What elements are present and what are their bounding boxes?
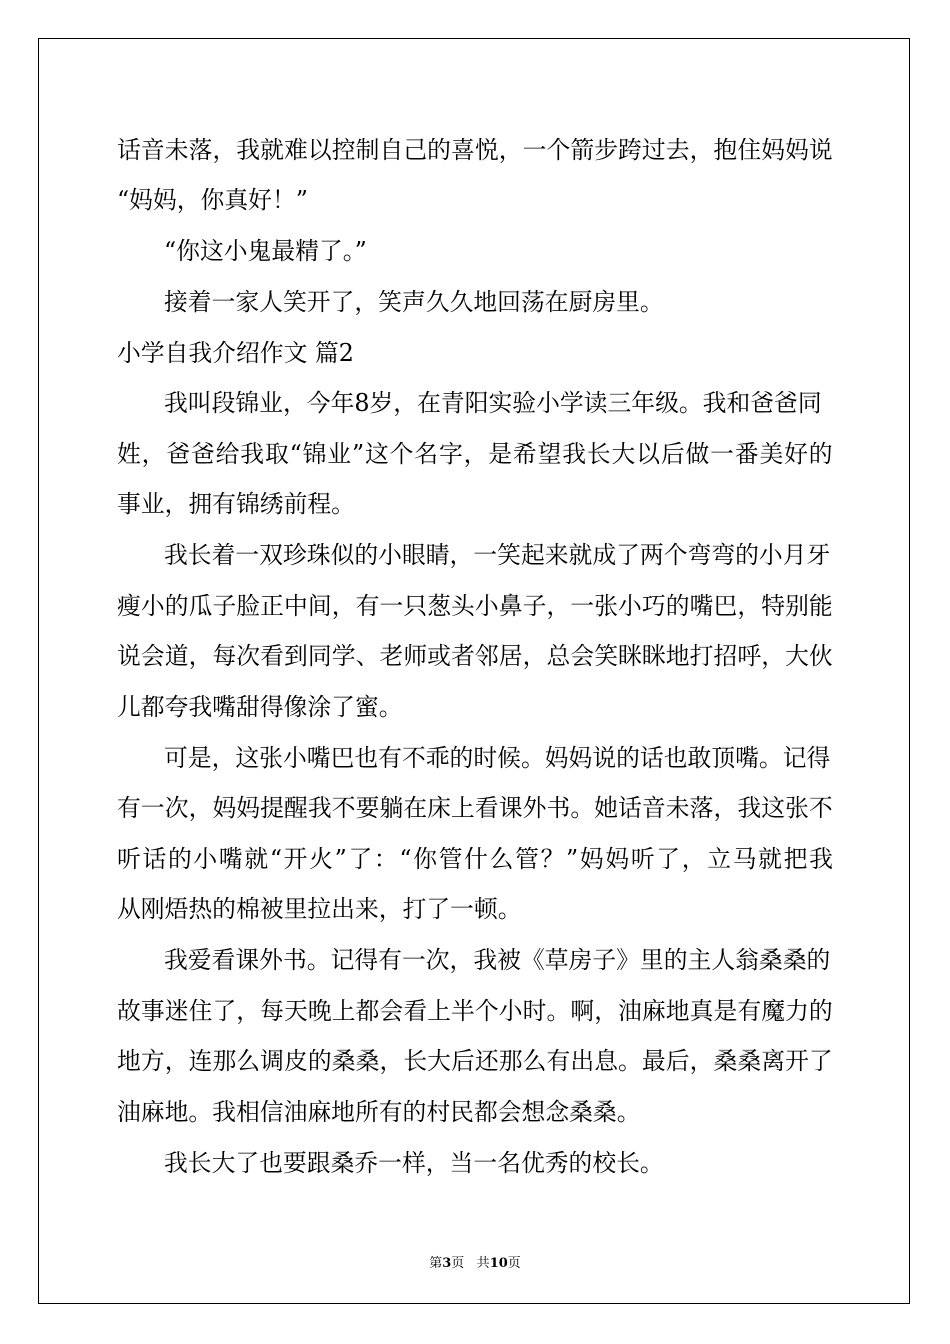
text-char: 我: [809, 845, 833, 873]
text-char: 了: [656, 845, 681, 873]
text-char: 跨: [618, 136, 642, 164]
text-line: 儿都夸我嘴甜得像涂了蜜。: [117, 693, 403, 721]
text-char: 魔: [761, 997, 785, 1025]
text-char: 皮: [284, 1047, 308, 1075]
text-char: 听: [117, 845, 141, 873]
text-char: 妈: [785, 136, 809, 164]
text-char: 以: [307, 136, 332, 164]
text-char: 姓: [117, 440, 141, 468]
text-char: 爸: [166, 440, 191, 468]
text-char: 锦: [302, 440, 327, 468]
text-char: 我: [737, 794, 762, 822]
text-char: ，: [331, 592, 356, 620]
text-char: 大: [611, 440, 636, 468]
text-char: 个: [389, 440, 414, 468]
text-char: 会: [140, 642, 165, 670]
text-char: 老: [379, 642, 404, 670]
text-char: ？: [540, 845, 565, 873]
text-char: 事: [140, 997, 165, 1025]
text-char: 妈: [605, 845, 630, 873]
text-char: ，: [737, 592, 762, 620]
text-char: 特: [761, 592, 785, 620]
text-char: 息: [594, 1047, 618, 1075]
text-char: 我: [240, 440, 265, 468]
text-char: 地: [665, 642, 690, 670]
footer-page-suffix: 页: [451, 1256, 465, 1271]
text-char: 真: [689, 997, 714, 1025]
text-char: 都: [355, 997, 380, 1025]
text-char: 己: [403, 136, 428, 164]
text-char: 话: [117, 136, 141, 164]
text-char: 说: [808, 136, 833, 164]
text-char: 只: [403, 592, 428, 620]
text-char: 小: [193, 845, 218, 873]
text-char: 。: [570, 794, 595, 822]
text-char: 的: [307, 1047, 332, 1075]
text-char: 取: [264, 440, 289, 468]
text-char: 调: [260, 1047, 284, 1075]
text-char: 的: [808, 997, 833, 1025]
text-char: 看: [260, 642, 284, 670]
text-char: 音: [641, 794, 666, 822]
text-char: 看: [403, 997, 428, 1025]
text-char: 有: [737, 997, 762, 1025]
text-char: 长: [586, 440, 611, 468]
text-char: ，: [188, 642, 213, 670]
text-char: 落: [689, 794, 714, 822]
text-char: 外: [522, 794, 547, 822]
text-char: 地: [117, 1047, 141, 1075]
text-char: 有: [355, 592, 380, 620]
text-char: 小: [498, 997, 523, 1025]
text-char: 不: [331, 794, 356, 822]
text-char: 的: [808, 440, 833, 468]
text-char: 望: [537, 440, 562, 468]
text-char: 妈: [212, 794, 237, 822]
text-char: ，: [379, 1047, 404, 1075]
text-char: 落: [188, 136, 213, 164]
text-char: 桑: [713, 1047, 738, 1075]
text-char: 的: [167, 845, 192, 873]
page-number: 3: [442, 1256, 452, 1271]
text-char: 居: [498, 642, 523, 670]
text-char: 的: [164, 592, 189, 620]
text-char: 是: [488, 440, 513, 468]
text-char: 到: [284, 642, 308, 670]
text-char: 有: [117, 794, 141, 822]
text-char: 你: [413, 845, 438, 873]
text-char: 么: [489, 845, 514, 873]
text-char: 步: [594, 136, 618, 164]
text-char: 我: [562, 440, 587, 468]
text-char: 喜: [451, 136, 475, 164]
text-line: 我长着一双珍珠似的小眼睛，一笑起来就成了两个弯弯的小月牙: [164, 541, 831, 569]
page-total: 10: [489, 1256, 508, 1271]
text-line: [117, 1046, 833, 1076]
text-char: 次: [236, 642, 261, 670]
text-char: 。: [546, 997, 571, 1025]
text-char: 就: [244, 845, 269, 873]
text-line: 可是，这张小嘴巴也有不乖的时候。妈妈说的话也敢顶嘴。记得: [164, 744, 831, 772]
text-char: 我: [236, 136, 261, 164]
text-char: 话: [618, 794, 642, 822]
text-char: 桑: [355, 1047, 380, 1075]
text-char: 上: [451, 794, 475, 822]
text-char: 招: [713, 642, 738, 670]
text-char: 书: [546, 794, 571, 822]
text-char: 就: [758, 845, 782, 873]
text-char: 每: [212, 642, 237, 670]
text-char: 迷: [164, 997, 189, 1025]
text-char: 住: [737, 136, 762, 164]
text-char: 还: [474, 1047, 499, 1075]
text-char: 次: [164, 794, 189, 822]
text-char: 长: [403, 1047, 428, 1075]
text-char: 妈: [761, 136, 785, 164]
text-char: 难: [284, 136, 308, 164]
text-char: ，: [236, 997, 261, 1025]
text-char: 桑: [737, 1047, 762, 1075]
text-char: 未: [164, 136, 189, 164]
page-footer: [0, 1256, 950, 1272]
text-char: 希: [512, 440, 537, 468]
text-char: 学: [331, 642, 356, 670]
text-char: 什: [464, 845, 488, 873]
text-char: ，: [546, 592, 571, 620]
text-char: 小: [474, 592, 499, 620]
text-char: 说: [117, 642, 141, 670]
text-char: 有: [546, 1047, 571, 1075]
text-char: 么: [522, 1047, 547, 1075]
text-char: 音: [140, 136, 165, 164]
text-char: 要: [355, 794, 380, 822]
text-char: 听: [630, 845, 655, 873]
text-char: ”: [351, 440, 365, 468]
text-char: 的: [427, 136, 451, 164]
text-char: 做: [685, 440, 710, 468]
text-char: 美: [759, 440, 784, 468]
text-char: 打: [689, 642, 714, 670]
text-char: 或: [427, 642, 451, 670]
text-char: 字: [438, 440, 463, 468]
text-char: 她: [594, 794, 618, 822]
text-char: ，: [689, 1047, 714, 1075]
text-char: ”: [334, 845, 347, 873]
text-char: 的: [665, 592, 690, 620]
text-line: [117, 439, 833, 469]
text-char: 会: [379, 997, 404, 1025]
text-line: 油麻地。我相信油麻地所有的村民都会想念桑桑。: [117, 1098, 641, 1126]
text-char: 啊: [570, 997, 595, 1025]
text-char: “: [289, 440, 302, 468]
text-char: 张: [594, 592, 618, 620]
text-char: 后: [665, 1047, 690, 1075]
text-char: 悦: [474, 136, 499, 164]
text-char: 业: [327, 440, 352, 468]
text-char: ，: [761, 642, 785, 670]
text-char: 这: [761, 794, 785, 822]
text-char: 晚: [307, 997, 332, 1025]
text-line: [117, 641, 833, 671]
text-char: ，: [681, 845, 706, 873]
text-char: 这: [364, 440, 389, 468]
text-char: ，: [498, 136, 523, 164]
text-char: 上: [427, 997, 451, 1025]
text-char: 中: [284, 592, 308, 620]
text-char: 话: [142, 845, 167, 873]
text-char: 眯: [618, 642, 642, 670]
text-char: 管: [515, 845, 539, 873]
text-char: ，: [522, 642, 547, 670]
text-char: 葱: [427, 592, 451, 620]
text-line: 我长大了也要跟桑乔一样，当一名优秀的校长。: [164, 1149, 664, 1177]
text-char: 嘴: [689, 592, 714, 620]
footer-total-suffix: 页: [507, 1256, 521, 1271]
text-line: 接着一家人笑开了，笑声久久地回荡在厨房里。: [164, 288, 664, 316]
text-char: 、: [355, 642, 380, 670]
text-char: 别: [785, 592, 809, 620]
text-char: 头: [451, 592, 475, 620]
text-char: 爸: [190, 440, 215, 468]
text-char: 道: [164, 642, 189, 670]
text-char: 自: [379, 136, 404, 164]
text-char: 给: [215, 440, 240, 468]
text-char: 抱: [713, 136, 738, 164]
text-char: 番: [734, 440, 759, 468]
text-char: 鼻: [498, 592, 523, 620]
text-char: 上: [331, 997, 356, 1025]
text-char: ，: [141, 440, 166, 468]
text-char: 是: [713, 997, 738, 1025]
text-char: 后: [660, 440, 685, 468]
text-char: 小: [618, 592, 642, 620]
text-char: 连: [188, 1047, 213, 1075]
text-char: “: [269, 845, 282, 873]
text-char: 巴: [713, 592, 738, 620]
text-char: ，: [463, 440, 488, 468]
text-char: ，: [212, 136, 237, 164]
text-line: [117, 135, 833, 165]
text-char: 者: [451, 642, 475, 670]
text-char: 过: [641, 136, 666, 164]
text-char: 嘴: [218, 845, 243, 873]
text-char: 能: [808, 592, 833, 620]
text-char: 出: [570, 1047, 595, 1075]
text-char: 制: [355, 136, 380, 164]
text-char: 好: [784, 440, 808, 468]
text-char: 火: [309, 845, 333, 873]
footer-total-prefix: 共: [476, 1256, 490, 1271]
text-char: 醒: [284, 794, 308, 822]
text-char: 个: [474, 997, 499, 1025]
text-char: 巧: [641, 592, 666, 620]
text-char: 我: [307, 794, 332, 822]
text-char: 课: [498, 794, 523, 822]
text-char: 后: [451, 1047, 475, 1075]
text-char: 方: [140, 1047, 165, 1075]
text-char: 立: [707, 845, 732, 873]
text-char: 了: [212, 997, 237, 1025]
text-line: “妈妈，你真好！”: [117, 186, 308, 214]
text-char: 开: [283, 845, 308, 873]
text-char: 伙: [808, 642, 833, 670]
text-char: 油: [618, 997, 642, 1025]
text-char: 时: [522, 997, 547, 1025]
text-char: “: [399, 845, 412, 873]
text-char: ，: [689, 136, 714, 164]
text-char: ”: [566, 845, 579, 873]
text-char: 一: [710, 440, 734, 468]
text-char: 瘦: [117, 592, 141, 620]
text-line: 我叫段锦业，今年8岁，在青阳实验小学读三年级。我和爸爸同: [164, 389, 822, 417]
text-char: 大: [785, 642, 809, 670]
text-char: 管: [438, 845, 463, 873]
text-char: 大: [427, 1047, 451, 1075]
text-char: 那: [212, 1047, 237, 1075]
text-char: 把: [783, 845, 808, 873]
text-char: 最: [641, 1047, 666, 1075]
text-char: 一: [140, 794, 165, 822]
text-char: 一: [379, 592, 404, 620]
text-char: 了: [808, 1047, 833, 1075]
text-char: 未: [665, 794, 690, 822]
text-char: 躺: [379, 794, 404, 822]
text-char: 半: [451, 997, 475, 1025]
text-char: 会: [570, 642, 595, 670]
text-char: 邻: [474, 642, 499, 670]
text-char: 子: [522, 592, 547, 620]
text-char: ，: [713, 794, 738, 822]
text-char: 就: [260, 136, 284, 164]
text-char: 地: [665, 997, 690, 1025]
text-char: 脸: [236, 592, 261, 620]
text-line: 事业，拥有锦绣前程。: [117, 490, 355, 518]
section-heading: 小学自我介绍作文 篇2: [117, 339, 354, 367]
text-char: 离: [761, 1047, 785, 1075]
text-line: 我爱看课外书。记得有一次，我被《草房子》里的主人翁桑桑的: [164, 946, 831, 974]
text-line: 从刚焐热的棉被里拉出来，打了一顿。: [117, 895, 522, 923]
footer-prefix: 第: [429, 1256, 443, 1271]
text-char: 麻: [641, 997, 666, 1025]
text-char: 桑: [331, 1047, 356, 1075]
text-char: 同: [307, 642, 332, 670]
text-char: 呼: [737, 642, 762, 670]
text-char: 马: [732, 845, 757, 873]
text-char: 开: [785, 1047, 809, 1075]
text-char: 名: [414, 440, 439, 468]
text-char: 去: [665, 136, 690, 164]
text-char: 正: [260, 592, 284, 620]
text-line: [117, 996, 833, 1026]
text-char: 每: [260, 997, 284, 1025]
text-char: 。: [618, 1047, 642, 1075]
text-char: 在: [403, 794, 428, 822]
text-char: 那: [498, 1047, 523, 1075]
text-line: [117, 844, 833, 874]
text-char: 眯: [641, 642, 666, 670]
text-char: 了: [348, 845, 373, 873]
text-char: 一: [522, 136, 547, 164]
text-char: 瓜: [188, 592, 213, 620]
text-char: 个: [546, 136, 571, 164]
text-char: ，: [164, 1047, 189, 1075]
text-line: “你这小鬼最精了。”: [164, 237, 367, 265]
text-char: 床: [427, 794, 451, 822]
text-char: 箭: [570, 136, 595, 164]
text-char: 不: [808, 794, 833, 822]
text-char: 提: [260, 794, 284, 822]
text-char: 么: [236, 1047, 261, 1075]
text-char: 故: [117, 997, 141, 1025]
text-char: 看: [474, 794, 499, 822]
text-char: 张: [785, 794, 809, 822]
text-char: 控: [331, 136, 356, 164]
text-char: 笑: [594, 642, 618, 670]
text-char: 子: [212, 592, 237, 620]
text-char: 师: [403, 642, 428, 670]
text-char: ：: [373, 845, 398, 873]
text-char: 间: [307, 592, 332, 620]
text-char: 以: [636, 440, 660, 468]
text-char: 力: [785, 997, 809, 1025]
text-char: 住: [188, 997, 213, 1025]
text-char: 一: [570, 592, 595, 620]
text-char: 小: [140, 592, 165, 620]
text-line: [117, 591, 833, 621]
text-char: ，: [188, 794, 213, 822]
text-char: ，: [594, 997, 618, 1025]
text-char: 妈: [579, 845, 604, 873]
text-char: 妈: [236, 794, 261, 822]
text-line: [117, 793, 833, 823]
text-char: 总: [546, 642, 571, 670]
text-char: 天: [284, 997, 308, 1025]
